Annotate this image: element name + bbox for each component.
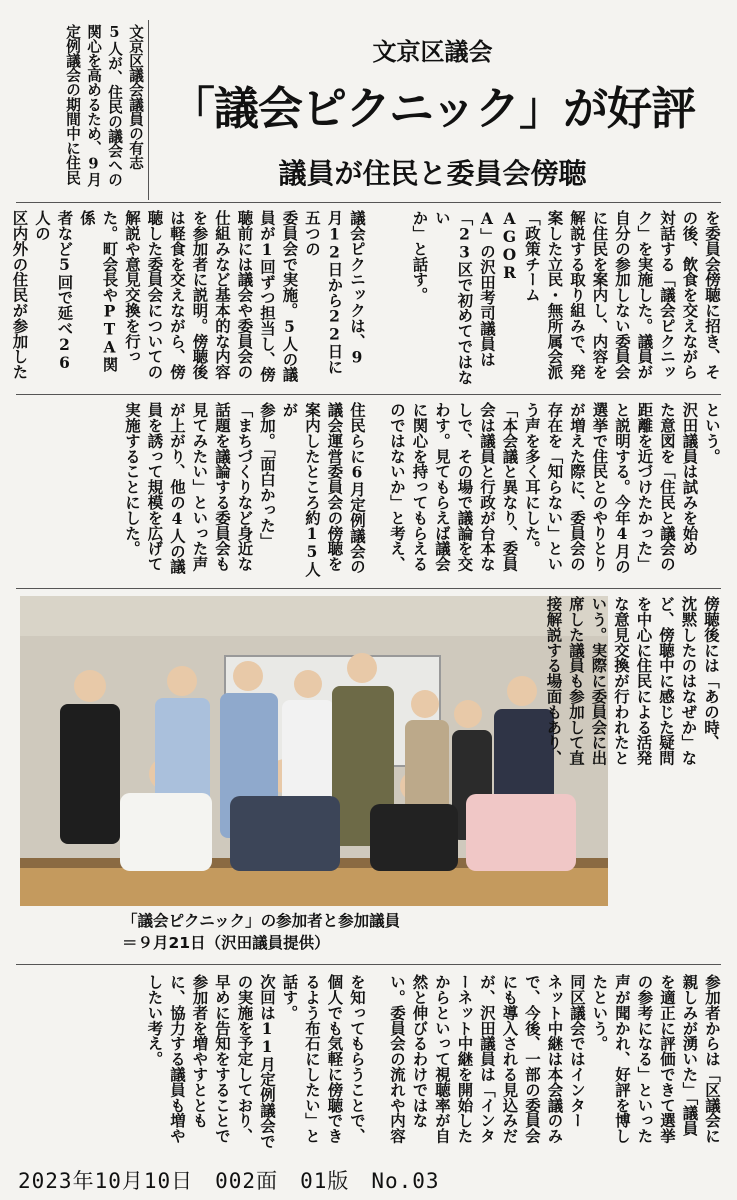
body-column-6: 参加者からは「区議会に 親しみが湧いた」「議員 を適正に評価できて選挙 の参考になる」といった 声が聞かれ、好評を博し たという。 同区議会ではインター ネット中継は本会議のみ で、今後、一部の委員会 にも導入される見込みだ が、沢田議員は「インタ ーネット中継を開始した からといって視聴率が自 然と伸びるわけではな い。委員会の流れや内容 [388,974,721,1144]
intro-paragraph: 文京区議会議員の有志 5人が、住民の議会への 関心を高めるため、9月 定例議会の期間中に住民 [64,24,144,187]
headline-subtitle: 議員が住民と委員会傍聴 [278,157,587,190]
body-column-1: を委員会傍聴に招き、そ の後、飲食を交えながら 対話する「議会ピクニッ ク」を実施した。議員が 自分の参加しない委員会 に住民を案内し、内容を 解説する取り組みで、発 案した立民・無所属会派 「政策チーム AGOR A」の沢田考司議員は 「23区で初めてではない か」と話す。 [410,210,721,385]
body-column-3: という。 沢田議員は試みを始め た意図を「住民と議会の 距離を近づけたかった」 と説明する。今年4月の 選挙で住民とのやりとり が増えた際に、委員会の 存在を「知らない」とい う声を多く耳にした。 「本会議と異なり、委員 会は議員と行政が台本な しで、その場で議論を交 わす。見てもらえば議会 に関心を持ってもらえる のではないか」と考え、 [388,402,721,574]
body-column-2: 議会ピクニックは、9 月12日から22日に五つの 委員会で実施。5人の議 員が1回ずつ担当し、傍 聴前には議会や委員会の 仕組みなど基本的な内容 を参加者に説明。傍聴後 は軽食を交えながら、傍 聴した委員会についての 解説や意見交換を行っ た。町会長やPTA関係 者など5回で延べ26人の 区内外の住民が参加した [10,210,366,382]
caption-line-1: 「議会ピクニック」の参加者と参加議員 [122,912,401,930]
headline-title: 「議会ピクニック」が好評 [169,82,696,135]
caption-line-2: ＝９月21日（沢田議員提供） [122,934,330,952]
body-column-4: 住民らに6月定例議会の 議会運営委員会の傍聴を 案内したところ約15人が 参加。「面白かった」 「まちづくりなど身近な 話題を議論する委員会も 見てみたい」といった声 が上がり、他の4人の議 員を誘って規模を広げて 実施することにした。 [123,402,366,577]
body-column-5: 傍聴後には「あの時、 沈黙したのはなぜか」な ど、傍聴中に感じた疑問 を中心に住民による活発 な意見交換が行われたと いう。実際に委員会に出 席した議員も参加して直 接解説する場面もあり、 [544,596,720,766]
body-column-7: を知ってもらうことで、 個人でも気軽に傍聴でき るよう布石にしたい」と 話す。 次回は11月定例議会で の実施を予定しており、 早めに告知をすることで 参加者を増やすととも に、協力する議員も増や したい考え。 [145,974,366,1149]
headline-kicker: 文京区議会 [372,38,493,66]
section-rule [16,394,721,395]
section-rule [16,964,721,965]
column-rule [148,20,149,200]
page-footer: 2023年10月10日 002面 01版 No.03 [18,1169,440,1193]
section-rule [16,588,721,589]
group-photo [20,596,608,906]
article-headline [150,24,715,200]
photo-caption [122,910,612,954]
section-rule [16,202,721,203]
